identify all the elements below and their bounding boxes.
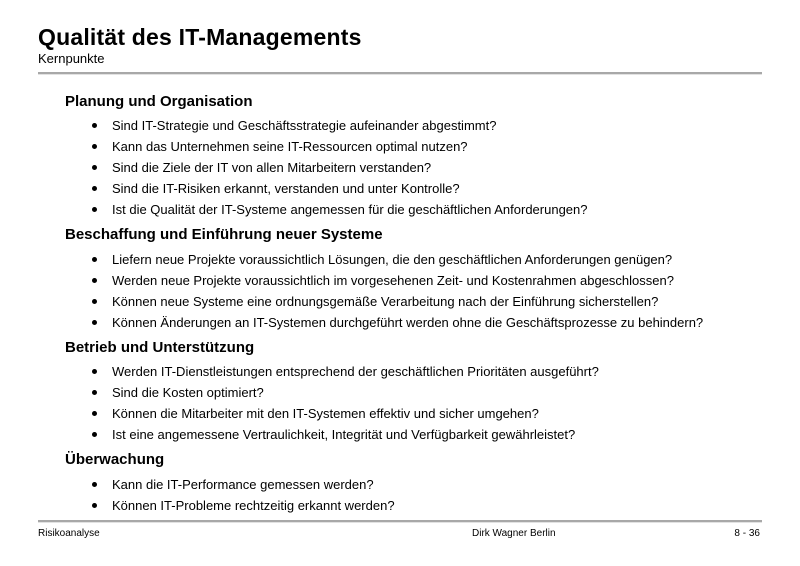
bullet-icon bbox=[92, 503, 97, 508]
bullet-icon bbox=[92, 411, 97, 416]
list-item bbox=[65, 270, 762, 291]
footer-author: Dirk Wagner Berlin bbox=[472, 528, 556, 539]
bullet-list bbox=[65, 115, 762, 220]
bullet-icon bbox=[92, 207, 97, 212]
list-item-text: Sind die IT-Risiken erkannt, verstanden und unter Kontrolle? bbox=[112, 181, 460, 197]
list-item-text: Kann die IT-Performance gemessen werden? bbox=[112, 476, 374, 492]
list-item-text: Werden IT-Dienstleistungen entsprechend der geschäftlichen Prioritäten ausgeführt? bbox=[112, 364, 599, 380]
section bbox=[65, 94, 762, 221]
list-item bbox=[65, 382, 762, 403]
section bbox=[65, 340, 762, 446]
list-item-text: Werden neue Projekte voraussichtlich im vorgesehenen Zeit- und Kostenrahmen abgeschlossen? bbox=[112, 272, 674, 288]
bullet-icon bbox=[92, 390, 97, 395]
footer-document-name: Risikoanalyse bbox=[38, 528, 100, 539]
section bbox=[65, 227, 762, 333]
section-heading: Überwachung bbox=[65, 451, 165, 469]
list-item bbox=[65, 495, 762, 516]
bullet-icon bbox=[92, 257, 97, 262]
list-item bbox=[65, 157, 762, 178]
bullet-icon bbox=[92, 144, 97, 149]
list-item-text: Sind die Ziele der IT von allen Mitarbeitern verstanden? bbox=[112, 160, 432, 176]
list-item-text: Ist die Qualität der IT-Systeme angemessen für die geschäftlichen Anforderungen? bbox=[112, 202, 588, 218]
list-item bbox=[65, 178, 762, 199]
section bbox=[65, 452, 762, 516]
footer-divider bbox=[38, 520, 762, 523]
slide-content bbox=[0, 75, 800, 516]
bullet-icon bbox=[92, 299, 97, 304]
bullet-icon bbox=[92, 432, 97, 437]
list-item-text: Können die Mitarbeiter mit den IT-Systemen effektiv und sicher umgehen? bbox=[112, 406, 539, 422]
list-item bbox=[65, 115, 762, 136]
list-item-text: Können IT-Probleme rechtzeitig erkannt werden? bbox=[112, 497, 395, 513]
page-subtitle: Kernpunkte bbox=[38, 51, 105, 67]
bullet-icon bbox=[92, 369, 97, 374]
list-item-text: Können Änderungen an IT-Systemen durchgeführt werden ohne die Geschäftsprozesse zu behindern? bbox=[112, 314, 704, 330]
section-heading: Betrieb und Unterstützung bbox=[65, 338, 255, 356]
list-item bbox=[65, 403, 762, 424]
list-item-text: Können neue Systeme eine ordnungsgemäße Verarbeitung nach der Einführung sicherstellen? bbox=[112, 293, 659, 309]
list-item-text: Liefern neue Projekte voraussichtlich Lösungen, die den geschäftlichen Anforderungen genügen? bbox=[112, 251, 673, 267]
list-item-text: Sind die Kosten optimiert? bbox=[112, 385, 264, 401]
bullet-icon bbox=[92, 320, 97, 325]
slide-footer bbox=[38, 520, 762, 541]
list-item-text: Kann das Unternehmen seine IT-Ressourcen optimal nutzen? bbox=[112, 139, 468, 155]
page-title: Qualität des IT-Managements bbox=[38, 24, 362, 50]
section-heading: Beschaffung und Einführung neuer Systeme bbox=[65, 226, 383, 244]
list-item bbox=[65, 424, 762, 445]
bullet-icon bbox=[92, 482, 97, 487]
bullet-icon bbox=[92, 278, 97, 283]
list-item bbox=[65, 291, 762, 312]
list-item bbox=[65, 136, 762, 157]
bullet-icon bbox=[92, 123, 97, 128]
list-item-text: Ist eine angemessene Vertraulichkeit, Integrität und Verfügbarkeit gewährleistet? bbox=[112, 427, 576, 443]
bullet-list bbox=[65, 474, 762, 516]
bullet-list bbox=[65, 249, 762, 333]
list-item-text: Sind IT-Strategie und Geschäftsstrategie aufeinander abgestimmt? bbox=[112, 118, 497, 134]
list-item bbox=[65, 199, 762, 220]
slide-header bbox=[0, 0, 800, 75]
section-heading: Planung und Organisation bbox=[65, 92, 253, 110]
footer-row bbox=[38, 527, 762, 541]
list-item bbox=[65, 249, 762, 270]
bullet-icon bbox=[92, 186, 97, 191]
list-item bbox=[65, 312, 762, 333]
list-item bbox=[65, 361, 762, 382]
bullet-icon bbox=[92, 165, 97, 170]
footer-page-number: 8 - 36 bbox=[734, 528, 760, 539]
list-item bbox=[65, 474, 762, 495]
bullet-list bbox=[65, 361, 762, 445]
